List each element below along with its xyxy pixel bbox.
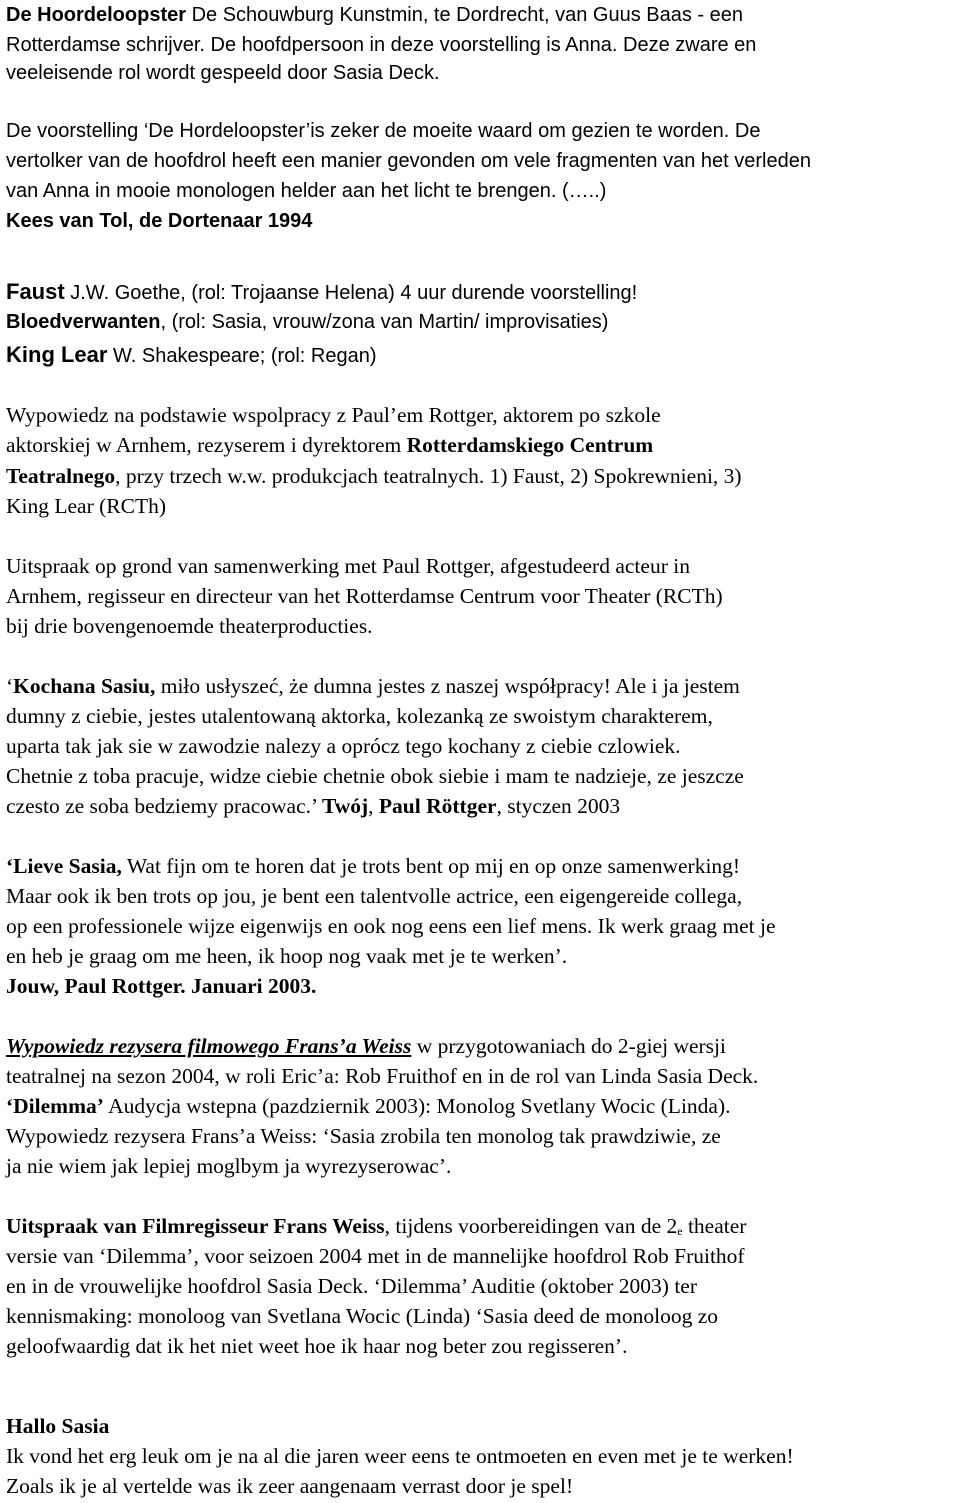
hallo-sasia-line-1: Ik vond het erg leuk om je na al die jaren weer eens te ontmoeten en even met je te werken!: [6, 1444, 794, 1468]
film-director-line-2: teatralnej na sezon 2004, w roli Eric’a: Rob Fruithof en in de rol van Linda Sasia Deck.: [6, 1064, 759, 1088]
film-director-line-5: ja nie wiem jak lepiej moglbym ja wyrezyserowac’.: [6, 1154, 452, 1178]
review-author: Kees van Tol, de Dortenaar 1994: [6, 210, 313, 232]
play-title-faust: Faust: [6, 279, 65, 304]
role-bloedverwanten: Bloedverwanten, (rol: Sasia, vrouw/zona van Martin/ improvisaties): [6, 311, 609, 333]
review-line-3: veeleisende rol wordt gespeeld door Sasia Deck.: [6, 62, 440, 84]
dutch-letter-signature: Jouw, Paul Rottger. Januari 2003.: [6, 974, 317, 998]
play-title-hoordeloopster: De Hoordeloopster: [6, 4, 187, 26]
polish-letter-line-3: uparta tak jak sie w zawodzie nalezy a oprócz tego kochany z ciebie czlowiek.: [6, 734, 681, 758]
dutch-letter-line-3: op een professionele wijze eigenwijs en ook nog eens een lief mens. Ik werk graag met je: [6, 914, 776, 938]
dutch-statement-line-3: bij drie bovengenoemde theaterproducties.: [6, 614, 373, 638]
film-director-line-1: Wypowiedz rezysera filmowego Frans’a Weiss w przygotowaniach do 2-giej wersji: [6, 1034, 726, 1058]
play-title-bloedverwanten: Bloedverwanten: [6, 311, 161, 333]
dutch-letter-line-2: Maar ook ik ben trots op jou, je bent een talentvolle actrice, een eigengereide collega,: [6, 884, 743, 908]
polish-statement-line-3: Teatralnego, przy trzech w.w. produkcjach teatralnych. 1) Faust, 2) Spokrewnieni, 3): [6, 464, 742, 488]
review-line-1: De Hoordeloopster De Schouwburg Kunstmin, te Dordrecht, van Guus Baas - een: [6, 4, 743, 26]
filmregisseur-line-1: Uitspraak van Filmregisseur Frans Weiss, tijdens voorbereidingen van de $2_e$ theater: [6, 1214, 747, 1238]
review-line-2: Rotterdamse schrijver. De hoofdpersoon in deze voorstelling is Anna. Deze zware en: [6, 34, 757, 56]
polish-letter-signature: czesto ze soba bedziemy pracowac.’ Twój, Paul Röttger, styczen 2003: [6, 794, 621, 818]
hallo-sasia-line-2: Zoals ik je al vertelde was ik zeer aangenaam verrast door je spel!: [6, 1474, 574, 1498]
polish-statement-line-2: aktorskiej w Arnhem, rezyserem i dyrektorem Rotterdamskiego Centrum: [6, 433, 654, 457]
dutch-statement-line-2: Arnhem, regisseur en directeur van het Rotterdamse Centrum voor Theater (RCTh): [6, 584, 723, 608]
filmregisseur-line-2: versie van ‘Dilemma’, voor seizoen 2004 met in de mannelijke hoofdrol Rob Fruithof: [6, 1244, 745, 1268]
role-king-lear: King Lear W. Shakespeare; (rol: Regan): [6, 342, 377, 367]
polish-letter-line-2: dumny z ciebie, jestes utalentowaną aktorka, kolezanką ze swoistym charakterem,: [6, 704, 713, 728]
polish-letter-line-4: Chetnie z toba pracuje, widze ciebie chetnie obok siebie i mam te nadzieje, ze jeszcze: [6, 764, 744, 788]
filmregisseur-line-5: geloofwaardig dat ik het niet weet hoe ik haar nog beter zou regisseren’.: [6, 1334, 628, 1358]
review-line-4: De voorstelling ‘De Hordeloopster’is zeker de moeite waard om gezien te worden. De: [6, 120, 761, 142]
film-director-line-3: ‘Dilemma’ Audycja wstepna (pazdziernik 2003): Monolog Svetlany Wocic (Linda).: [6, 1094, 731, 1118]
dutch-letter-line-4: en heb je graag om me heen, ik hoop nog vaak met je te werken’.: [6, 944, 568, 968]
polish-statement-line-4: King Lear (RCTh): [6, 494, 167, 518]
dutch-statement-line-1: Uitspraak op grond van samenwerking met Paul Rottger, afgestudeerd acteur in: [6, 554, 690, 578]
polish-statement-line-1: Wypowiedz na podstawie wspolpracy z Paul’em Rottger, aktorem po szkole: [6, 403, 661, 427]
review-line-5: vertolker van de hoofdrol heeft een manier gevonden om vele fragmenten van het verleden: [6, 150, 811, 172]
polish-letter-line-1: ‘Kochana Sasiu, miło usłyszeć, że dumna jestes z naszej współpracy! Ale i ja jestem: [6, 674, 740, 698]
hallo-sasia-heading: Hallo Sasia: [6, 1414, 110, 1438]
filmregisseur-line-4: kennismaking: monoloog van Svetlana Wocic (Linda) ‘Sasia deed de monoloog zo: [6, 1304, 718, 1328]
play-title-king-lear: King Lear: [6, 342, 108, 367]
dutch-letter-line-1: ‘Lieve Sasia, Wat fijn om te horen dat je trots bent op mij en op onze samenwerking!: [6, 854, 741, 878]
role-faust: Faust J.W. Goethe, (rol: Trojaanse Helena) 4 uur durende voorstelling!: [6, 279, 638, 304]
film-director-line-4: Wypowiedz rezysera Frans’a Weiss: ‘Sasia zrobila ten monolog tak prawdziwie, ze: [6, 1124, 721, 1148]
review-line-6: van Anna in mooie monologen helder aan het licht te brengen. (…..): [6, 180, 607, 202]
filmregisseur-line-3: en in de vrouwelijke hoofdrol Sasia Deck. ‘Dilemma’ Auditie (oktober 2003) ter: [6, 1274, 697, 1298]
